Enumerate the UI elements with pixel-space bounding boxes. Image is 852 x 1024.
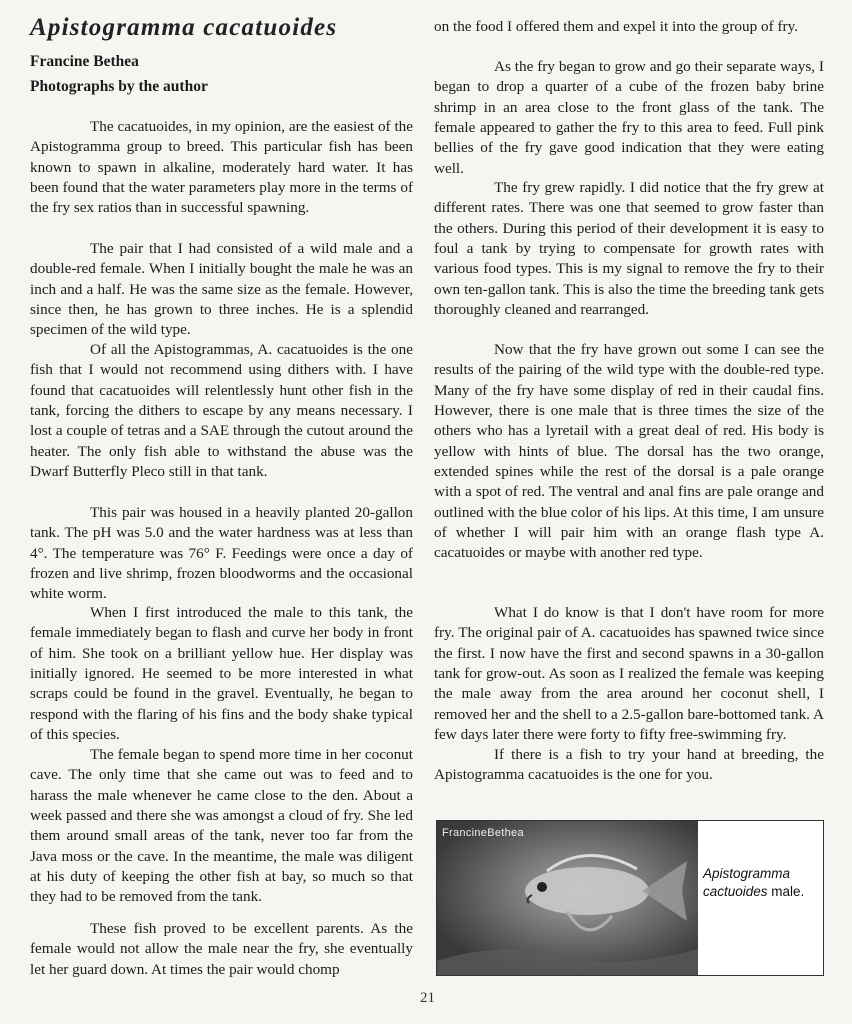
fish-photo [437,821,698,975]
paragraph-right-3: The fry grew rapidly. I did notice that the fry grew at different rates. There was one that seemed to grow faster than the others. During this period of their development it is easy to foul a tank by trying to compensate for growth rates with various food types. This is my signal to remove the fry to their own ten-gallon tank. This is also the time the breeding tank gets thoroughly cleaned and rearranged. [434,179,824,319]
paragraph-right-2: As the fry began to grow and go their separate ways, I began to drop a quarter of a cube of the frozen baby brine shrimp in an area close to the front glass of the tank. The female appeared to gather the fry to this area to feed. Full pink bellies of the fry gave good indication that they were eating well. [434,58,824,177]
paragraph-right-1: on the food I offered them and expel it into the group of fry. [434,18,798,35]
author-name: Francine Bethea [30,53,139,70]
paragraph-left-7: These fish proved to be excellent parents. As the female would not allow the male near the fry, she eventually let her guard down. At times the pair would chomp [30,920,413,978]
photo-watermark: FrancineBethea [442,827,524,839]
caption-species: Apistogramma cactuoides [703,866,791,899]
article-title: Apistogramma cacatuoides [30,14,338,41]
figure-caption [703,865,821,901]
photo-credit-line: Photographs by the author [30,78,208,95]
paragraph-left-4: This pair was housed in a heavily planted 20-gallon tank. The pH was 5.0 and the water hardness was at less than 4°. The temperature was 76° F. Feedings were once a day of frozen and live shrimp, frozen bloodworms and the occasional white worm. [30,504,413,603]
paragraph-left-2: The pair that I had consisted of a wild male and a double-red female. When I initially bought the male he was an inch and a half. He was the same size as the female. However, since then, he has grown to three inches. He is a splendid specimen of the wild type. [30,240,413,339]
figure-box [436,820,824,976]
page-number: 21 [420,990,435,1006]
paragraph-right-4: Now that the fry have grown out some I can see the results of the pairing of the wild type with the double-red type. Many of the fry have some display of red in their caudal fins. However, there is one male that is three times the size of the others who has a lyretail with a great deal of red. His body is yellow with hints of blue. The dorsal has the two orange, extended spines while the rest of the dorsal is a pale orange with a spot of red. The ventral and anal fins are pale orange and outlined with the blue color of his lips. At this time, I am unsure of whether I will pair him with an orange flash type A. cacatuoides or maybe with another red type. [434,341,824,562]
paragraph-left-5: When I first introduced the male to this tank, the female immediately began to flash and curve her body in front of him. She took on a brilliant yellow hue. Her display was initially ignored. He seemed to be more interested in what scraps could be found in the gravel. Eventually, he began to respond with the flaring of his fins and the body shake typical of this species. [30,604,413,744]
paragraph-right-6: If there is a fish to try your hand at breeding, the Apistogramma cacatuoides is the one for you. [434,746,824,784]
paragraph-right-5: What I do know is that I don't have room for more fry. The original pair of A. cacatuoides has spawned twice since the first. I now have the first and second spawns in a 30-gallon tank for grow-out. As soon as I realized the female was keeping the male away from the area around her coconut shell, I removed her and the shell to a 2.5-gallon bare-bottomed tank. A few days later there were forty to fifty free-swimming fry. [434,604,824,744]
paragraph-left-6: The female began to spend more time in her coconut cave. The only time that she came out was to feed and to harass the male whenever he came close to the den. About a week passed and there she was amongst a cloud of fry. She led them around small areas of the tank, never too far from the Java moss or the cave. In the meantime, the male was diligent at his duty of keeping the other fish at bay, so much so that they had to be removed from the tank. [30,746,413,906]
caption-suffix: male. [767,884,805,899]
paragraph-left-1: The cacatuoides, in my opinion, are the easiest of the Apistogramma group to breed. This particular fish has been known to spawn in alkaline, moderately hard water. It has been found that the water parameters play more in the terms of the fry sex ratios than in successful spawning. [30,118,413,217]
paragraph-left-3: Of all the Apistogrammas, A. cacatuoides is the one fish that I would not recommend using dithers with. I have found that cacatuoides will relentlessly hunt other fish in the tank, forcing the dithers to escape by any means necessary. I lost a couple of tetras and a SAE through the cutout around the heater. The only fish able to withstand the abuse was the Dwarf Butterfly Pleco still in that tank. [30,341,413,481]
fish-illustration [437,821,698,975]
